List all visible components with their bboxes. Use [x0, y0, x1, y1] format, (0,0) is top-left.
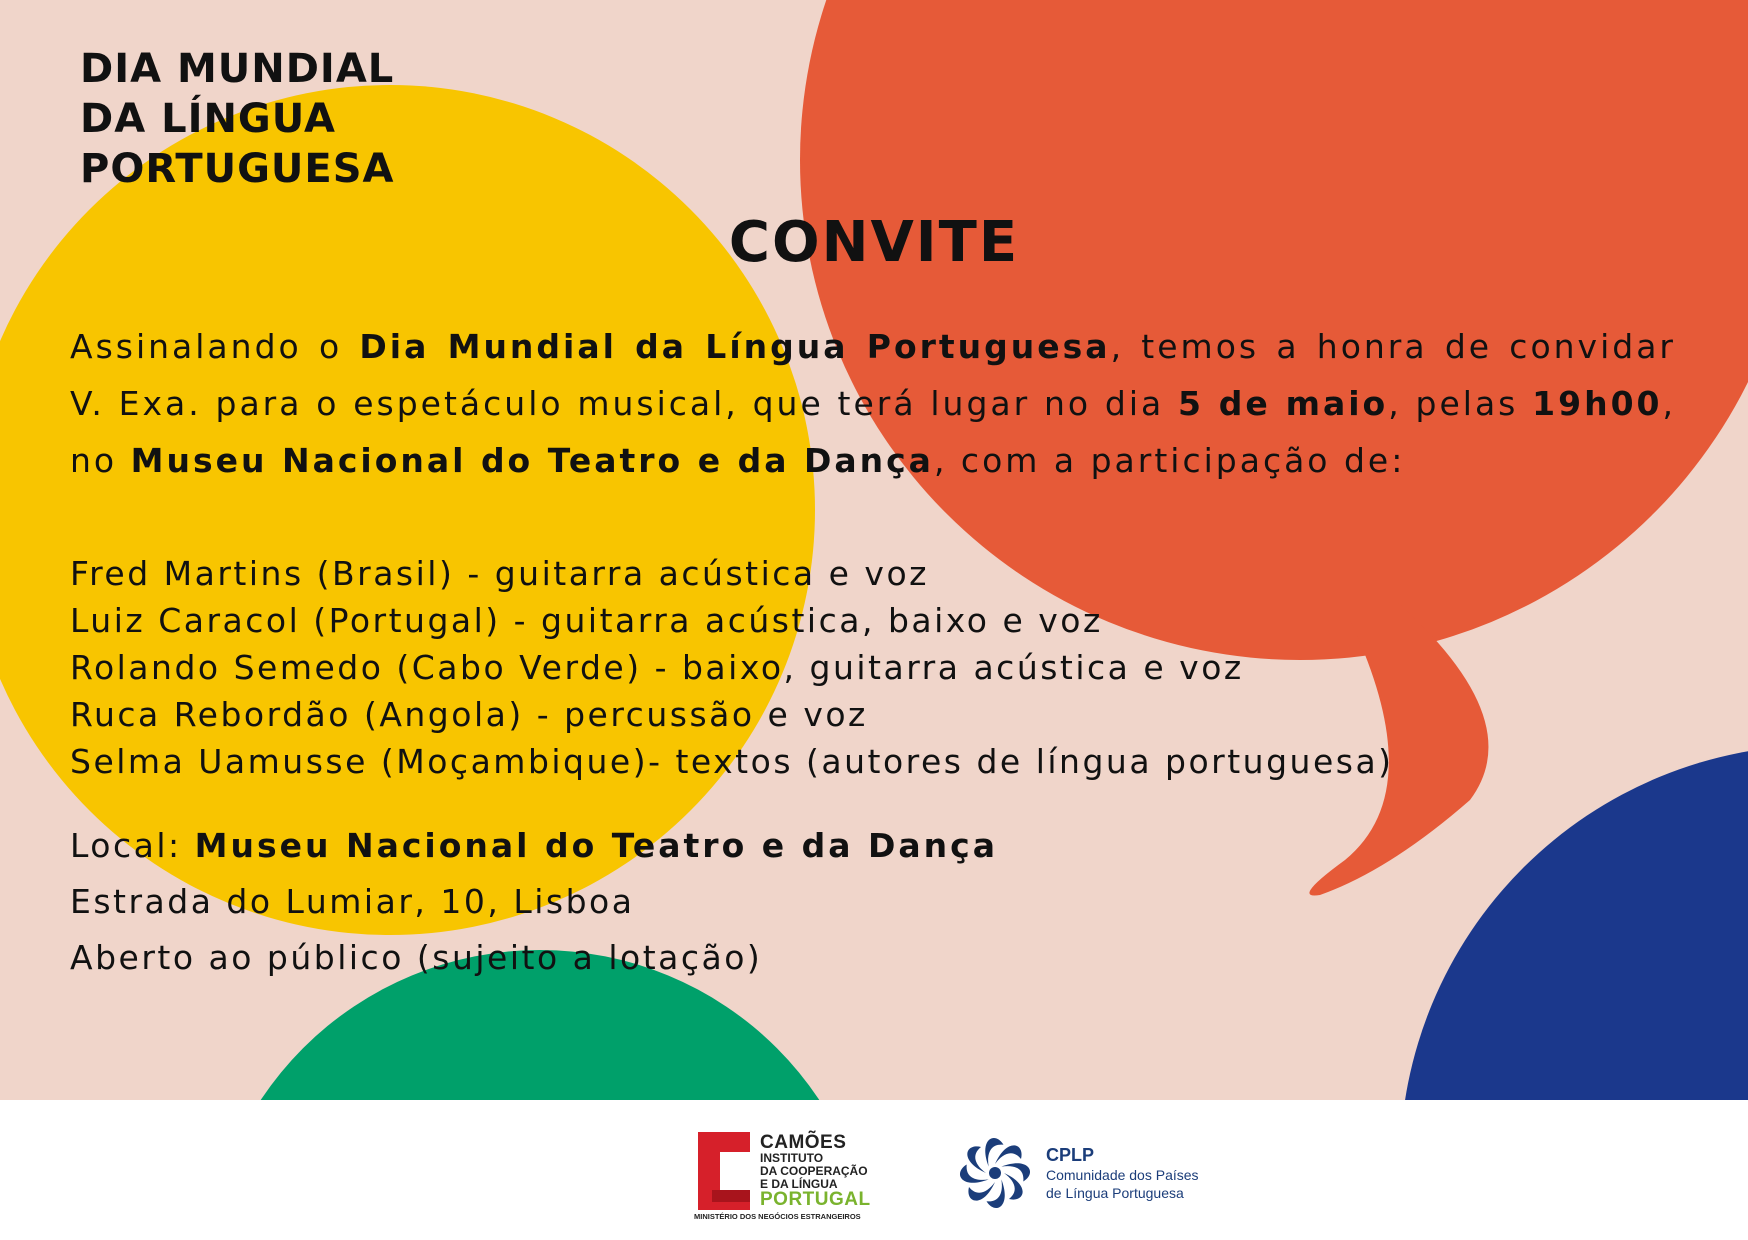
cplp-abbreviation: CPLP — [1046, 1145, 1095, 1165]
location-venue-line — [70, 818, 998, 874]
cplp-logo-text — [1046, 1144, 1199, 1202]
location-label: Local: — [70, 826, 195, 865]
camoes-brand-name: CAMÕES — [760, 1132, 847, 1153]
cplp-full-name-line-1: Comunidade dos Países — [1046, 1167, 1199, 1183]
participant-item: Selma Uamusse (Moçambique)- textos (autores de língua portuguesa) — [70, 742, 1394, 781]
cplp-full-name-line-2: de Língua Portuguesa — [1046, 1185, 1184, 1201]
invitation-intro-paragraph — [70, 318, 1676, 489]
invitation-heading: CONVITE — [728, 210, 1020, 275]
camoes-line-2: DA COOPERAÇÃO — [760, 1164, 868, 1178]
intro-text-3: , pelas — [1388, 384, 1533, 423]
participant-item: Fred Martins (Brasil) - guitarra acústica e voz — [70, 554, 929, 593]
camoes-line-1: INSTITUTO — [760, 1151, 824, 1165]
location-address: Estrada do Lumiar, 10, Lisboa — [70, 882, 635, 921]
intro-time: 19h00 — [1532, 384, 1663, 423]
location-venue: Museu Nacional do Teatro e da Dança — [194, 826, 998, 865]
event-title-line-3: PORTUGUESA — [80, 146, 395, 192]
event-title-line-1: DIA MUNDIAL — [80, 46, 395, 92]
cplp-logo — [954, 1130, 1214, 1216]
intro-text-1: Assinalando o — [70, 327, 360, 366]
participant-item: Rolando Semedo (Cabo Verde) - baixo, guitarra acústica e voz — [70, 648, 1244, 687]
footer-logos — [0, 1100, 1748, 1240]
intro-event-name: Dia Mundial da Língua Portuguesa — [359, 327, 1111, 366]
camoes-country: PORTUGAL — [760, 1189, 871, 1210]
intro-date: 5 de maio — [1178, 384, 1389, 423]
event-title-line-2: DA LÍNGUA — [80, 96, 336, 142]
camoes-logo-text — [760, 1134, 871, 1209]
participants-list — [70, 550, 1394, 785]
intro-venue: Museu Nacional do Teatro e da Dança — [130, 441, 934, 480]
participant-item: Luiz Caracol (Portugal) - guitarra acústica, baixo e voz — [70, 601, 1103, 640]
participant-item: Ruca Rebordão (Angola) - percussão e voz — [70, 695, 868, 734]
location-access-note: Aberto ao público (sujeito a lotação) — [70, 938, 763, 977]
camoes-ministry: MINISTÉRIO DOS NEGÓCIOS ESTRANGEIROS — [694, 1212, 861, 1221]
camoes-line-3: E DA LÍNGUA — [760, 1177, 838, 1191]
intro-text-2: , temos a honra de convidar V. Exa. para o espetáculo musical, que terá lugar no dia — [70, 327, 1676, 423]
intro-text-4: , no — [70, 384, 1676, 480]
intro-text-5: , com a participação de: — [933, 441, 1406, 480]
camoes-logo — [694, 1132, 894, 1224]
cplp-flower-logo-icon — [954, 1132, 1036, 1214]
camoes-c-logo-icon — [694, 1132, 754, 1210]
location-block — [70, 818, 998, 986]
event-title — [80, 44, 395, 194]
